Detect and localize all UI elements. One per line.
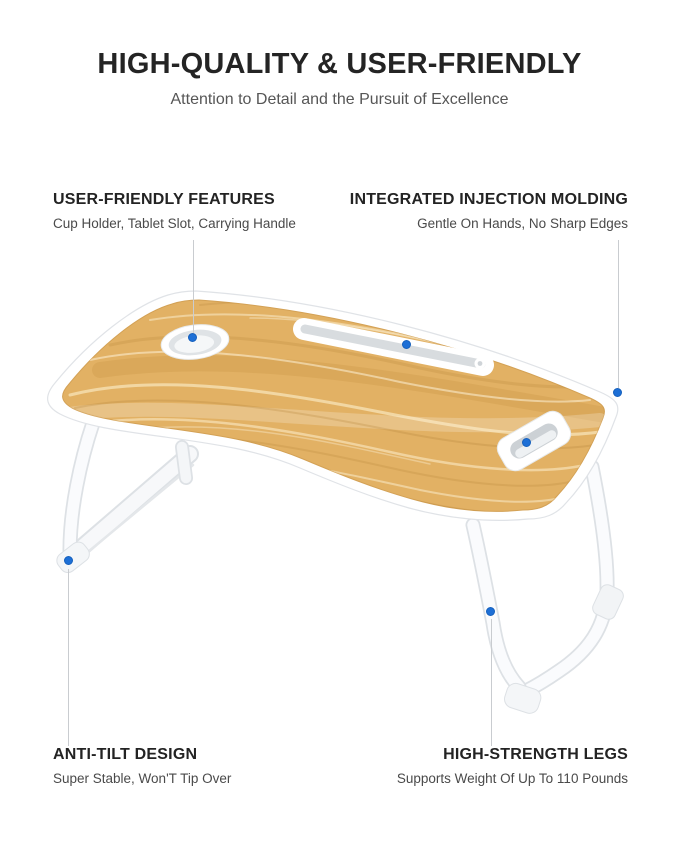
connector-line-molded-edge xyxy=(618,240,619,388)
callout-description: Gentle On Hands, No Sharp Edges xyxy=(417,216,628,231)
marker-dot-cup-holder xyxy=(188,333,197,342)
header xyxy=(0,48,679,109)
callout-description: Supports Weight Of Up To 110 Pounds xyxy=(396,771,628,786)
left-leg xyxy=(54,423,193,576)
marker-dot-molded-edge xyxy=(613,388,622,397)
callout-description: Super Stable, Won'T Tip Over xyxy=(53,771,232,786)
page-subtitle: Attention to Detail and the Pursuit of Excellence xyxy=(170,91,509,108)
marker-dot-carrying-handle xyxy=(522,438,531,447)
connector-line-cup-holder xyxy=(193,240,194,334)
marker-dot-tablet-slot xyxy=(402,340,411,349)
connector-line-leg xyxy=(491,619,492,746)
marker-dot-anti-tilt-foot xyxy=(64,556,73,565)
callout-anti-tilt xyxy=(53,746,353,786)
page-title: HIGH-QUALITY & USER-FRIENDLY xyxy=(97,48,582,80)
marker-dot-leg xyxy=(486,607,495,616)
callout-description: Cup Holder, Tablet Slot, Carrying Handle xyxy=(53,216,296,231)
callout-heading: ANTI-TILT DESIGN xyxy=(53,746,198,763)
callout-heading: HIGH-STRENGTH LEGS xyxy=(443,746,628,763)
connector-line-anti-tilt-foot xyxy=(68,569,69,746)
callout-injection-molding xyxy=(328,191,628,231)
callout-heading: INTEGRATED INJECTION MOLDING xyxy=(349,191,628,208)
callout-high-strength-legs xyxy=(328,746,628,786)
callout-heading: USER-FRIENDLY FEATURES xyxy=(53,191,275,208)
tabletop xyxy=(48,291,618,520)
callout-user-friendly-features xyxy=(53,191,353,231)
